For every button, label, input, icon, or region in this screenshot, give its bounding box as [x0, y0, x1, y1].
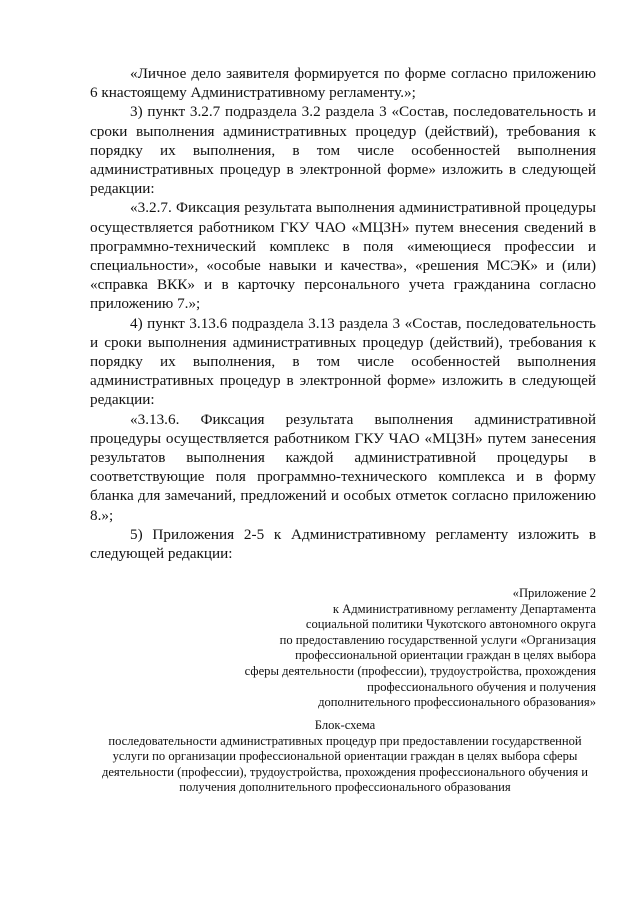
flowchart-subtitle-line: услуги по организации профессиональной ориентации граждан в целях выбора сферы	[112, 749, 578, 764]
paragraph-item-4: 4) пункт 3.13.6 подраздела 3.13 раздела 3 «Состав, последовательность и сроки выполнения административных процедур (действий), требования к порядку их выполнения, в том числе особенностей выполнения административных процедур в электронной форме» изложить в следующей редакции:	[90, 314, 596, 409]
appendix-header	[196, 586, 596, 711]
paragraph-clause-3-13-6: «3.13.6. Фиксация результата выполнения административной процедуры осуществляется работником ГКУ ЧАО «МЦЗН» путем занесения результатов выполнения каждой административной процедуры в соответствующие поля программно-технического комплекса и в форму бланка для замечаний, предложений и особых отметок согласно приложению 8.»;	[90, 410, 596, 524]
flowchart-subtitle-line: последовательности административных процедур при предоставлении государственной	[108, 733, 582, 748]
body-text	[90, 64, 596, 563]
paragraph-personal-file: «Личное дело заявителя формируется по форме согласно приложению 6 кнастоящему Административному регламенту.»;	[90, 65, 596, 102]
flowchart-title: Блок-схема	[314, 718, 376, 732]
appendix-line: профессиональной ориентации граждан в целях выбора	[295, 648, 596, 663]
paragraph-item-5: 5) Приложения 2-5 к Административному регламенту изложить в следующей редакции:	[90, 525, 596, 563]
appendix-line: по предоставлению государственной услуги «Организация	[279, 632, 596, 647]
appendix-line: «Приложение 2	[512, 586, 596, 600]
appendix-line: дополнительного профессионального образования»	[318, 695, 596, 710]
paragraph-clause-3-2-7: «3.2.7. Фиксация результата выполнения административной процедуры осуществляется работником ГКУ ЧАО «МЦЗН» путем внесения сведений в программно-технический комплекс в поля «имеющиеся профессии и специальности», «особые навыки и качества», «решения МСЭК» и (или) «справка ВКК» и в карточку персонального учета гражданина согласно приложению 7.»;	[90, 199, 596, 313]
flowchart-subtitle-line: деятельности (профессии), трудоустройства, прохождения профессионального обучения и	[101, 764, 589, 779]
appendix-line: профессионального обучения и получения	[367, 679, 596, 694]
paragraph-item-3: 3) пункт 3.2.7 подраздела 3.2 раздела 3 «Состав, последовательность и сроки выполнения административных процедур (действий), требования к порядку их выполнения, в том числе особенностей выполнения административных процедур в электронной форме» изложить в следующей редакции:	[90, 103, 596, 198]
appendix-line: социальной политики Чукотского автономного округа	[305, 617, 596, 632]
appendix-line: сферы деятельности (профессии), трудоустройства, прохождения	[244, 663, 596, 678]
appendix-line: к Административному регламенту Департамента	[332, 601, 596, 616]
flowchart-caption	[80, 718, 610, 796]
flowchart-subtitle-line: получения дополнительного профессионального образования	[179, 780, 511, 795]
